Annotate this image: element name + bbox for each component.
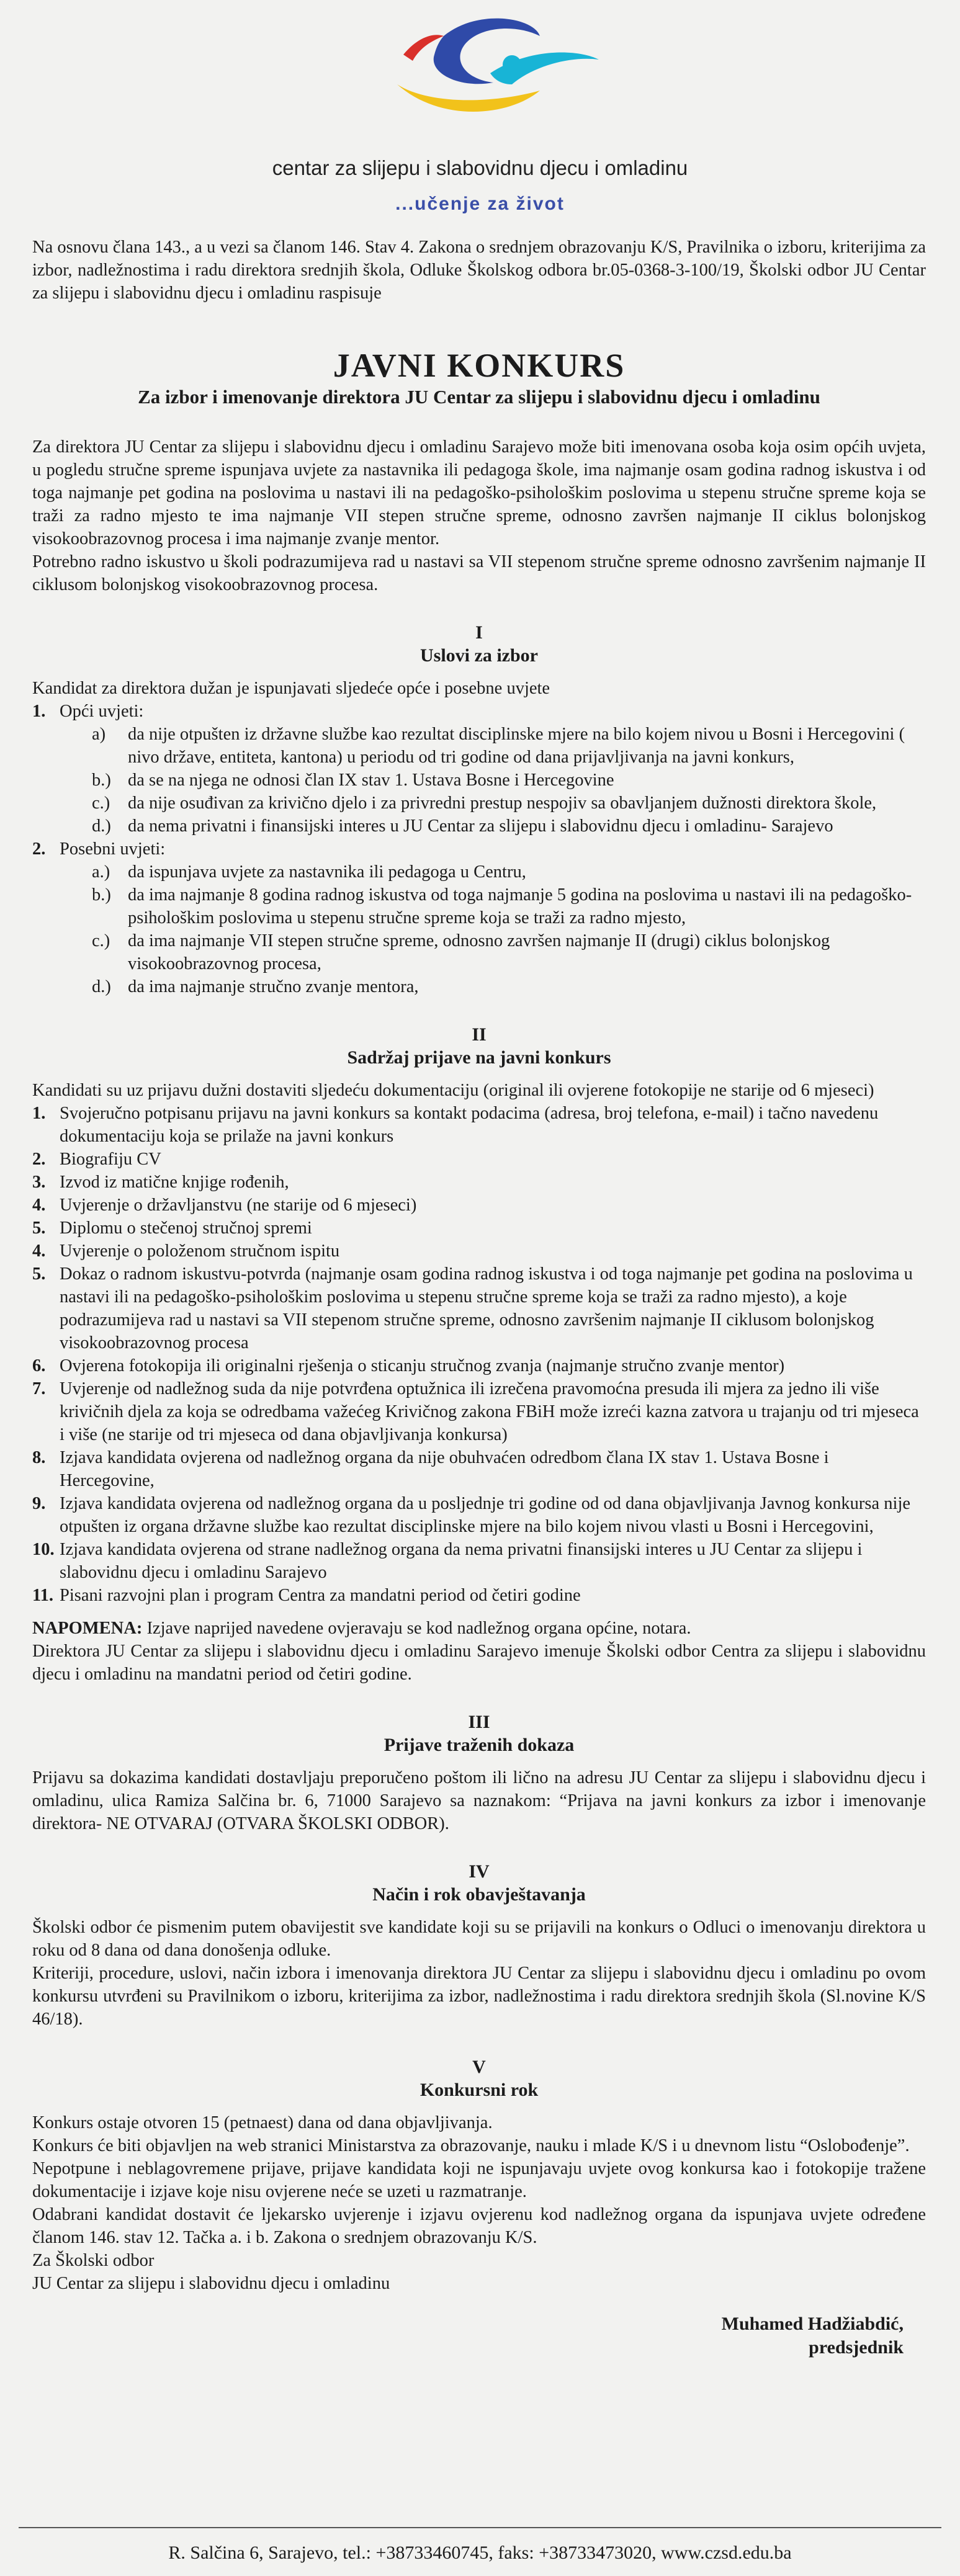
list-number: 2. (32, 839, 46, 859)
intro-paragraph: Na osnovu člana 143., a u vezi sa članom 146. Stav 4. Zakona o srednjem obrazovanju K/S, Pravilnika o izboru, kriterijima za izbor, nadležnostima i radu direktora srednjih škola, Odluke Školskog odbora br.05-0368-3-100/19, Školski odbor JU Centar za slijepu i slabovidnu djecu i omladinu raspisuje (32, 238, 926, 303)
list-item: b.) da ima najmanje 8 godina radnog iskustva od toga najmanje 5 godina na poslovima u nastavi ili na pedagoško-psihološkim poslovima u stepenu stručne spreme koja se traži za radno mjesto, (92, 885, 912, 928)
list-item: 5. Dokaz o radnom iskustvu-potvrda (najmanje osam godina radnog iskustva i od toga najmanje pet godina na poslovima u nastavi ili na pedagoško-psihološkim poslovima u stepenu stručne spreme koja se traži za radno mjesto), a koje podrazumijeva rad u nastavi sa VII stepenom stručne spreme, odnosno završenim najmanje II ciklusom bolonjskog visokoobrazovnog procesa (32, 1264, 913, 1353)
organization-slogan: ...učenje za život (395, 194, 565, 214)
preamble-paragraph-1: Za direktora JU Centar za slijepu i slabovidnu djecu i omladinu Sarajevo može biti imenovana osoba koja osim općih uvjeta, u pogledu stručne spreme ispunjava uvjete za nastavnika ili pedagoga škole, ima najmanje osam godina radnog iskustva i od toga najmanje pet godina na poslovima u nastavi ili na pedagoško-psihološkim poslovima u stepenu stručne spreme koja se traži za radno mjesto te ima najmanje VII stepen stručne spreme, odnosno završen najmanje II ciklus bolonjskog visokoobrazovnog procesa i ima najmanje zvanje mentor. (32, 437, 926, 548)
section-1-number: I (475, 622, 483, 643)
general-conditions (32, 700, 926, 838)
list-item: 4. Uvjerenje o položenom stručnom ispitu (32, 1241, 340, 1261)
list-item: 11. Pisani razvojni plan i program Centra za mandatni period od četiri godine (32, 1586, 581, 1605)
list-item: a.) da ispunjava uvjete za nastavnika ili pedagoga u Centru, (92, 862, 526, 882)
list-item: b.) da se na njega ne odnosi član IX stav 1. Ustava Bosne i Hercegovine (92, 771, 614, 790)
section-5-title: Konkursni rok (419, 2080, 539, 2100)
footer-contact: R. Salčina 6, Sarajevo, tel.: +38733460745, faks: +38733473020, www.czsd.edu.ba (168, 2542, 792, 2563)
signature-block (32, 2312, 926, 2359)
section-3-number: III (468, 1712, 490, 1732)
section-4-number: IV (469, 1861, 490, 1882)
general-conditions-label: Opći uvjeti: (60, 702, 144, 721)
signatory-name: Muhamed Hadžiabdić, (721, 2314, 904, 2334)
list-item: c.) da nije osuđivan za krivično djelo i za privredni prestup nespojiv sa obavljanjem dužnosti direktora škole, (92, 794, 877, 813)
list-item: 6. Ovjerena fotokopija ili originalni rješenja o sticanju stručnog zvanja (najmanje stručno zvanje mentor) (32, 1356, 785, 1375)
section-3-text: Prijavu sa dokazima kandidati dostavljaju preporučeno poštom ili lično na adresu JU Centar za slijepu i slabovidnu djecu i omladinu, ulica Ramiza Salčina br. 6, 71000 Sarajevo sa naznakom: “Prijava na javni konkurs za izbor i imenovanje direktora- NE OTVARAJ (OTVARA ŠKOLSKI ODBOR). (32, 1768, 926, 1833)
list-item: d.) da nema privatni i finansijski interes u JU Centar za slijepu i slabovidnu djecu i omladinu- Sarajevo (92, 816, 833, 836)
list-item: 1. Svojeručno potpisanu prijavu na javni konkurs sa kontakt podacima (adresa, broj telefona, e-mail) i tačno navedenu dokumentaciju koja se prilaže na javni konkurs (32, 1104, 879, 1146)
section-5-line: Za Školski odbor (32, 2251, 155, 2270)
list-item: 10. Izjava kandidata ovjerena od strane nadležnog organa da nema privatni finansijski interes u JU Centar za slijepu i slabovidnu djecu i omladinu Sarajevo (32, 1540, 863, 1582)
note-paragraph (32, 1617, 926, 1640)
list-item: c.) da ima najmanje VII stepen stručne spreme, odnosno završen najmanje II (drugi) ciklus bolonjskog visokoobrazovnog procesa, (92, 931, 830, 973)
document-subtitle: Za izbor i imenovanje direktora JU Centar za slijepu i slabovidnu djecu i omladinu (138, 386, 820, 408)
note-text: Izjave naprijed navedene ovjeravaju se kod nadležnog organa općine, notara. (146, 1619, 691, 1638)
list-item: 8. Izjava kandidata ovjerena od nadležnog organa da nije obuhvaćen odredbom člana IX stav 1. Ustava Bosne i Hercegovine, (32, 1448, 829, 1490)
main-content (32, 236, 926, 2359)
section-2-title: Sadržaj prijave na javni konkurs (347, 1047, 611, 1068)
section-4-text-2: Kriteriji, procedure, uslovi, način izbora i imenovanja direktora JU Centar za slijepu i slabovidnu djecu i omladinu po ovom konkursu utvrđeni su Pravilnikom o izboru, kriterijima za izbor, nadležnostima i radu direktora srednjih škola (Sl.novine K/S 46/18). (32, 1964, 926, 2029)
special-conditions-list (60, 861, 926, 998)
section-3-title: Prijave traženih dokaza (384, 1735, 575, 1755)
list-item: 2. Biografiju CV (32, 1150, 161, 1169)
special-conditions-label: Posebni uvjeti: (60, 839, 166, 859)
conditions-list (32, 700, 926, 998)
preamble-paragraph-2: Potrebno radno iskustvo u školi podrazumijeva rad u nastavi sa VII stepenom stručne spreme odnosno završenim najmanje II ciklusom bolonjskog visokoobrazovnog procesa. (32, 552, 926, 594)
list-item: 5. Diplomu o stečenoj stručnoj spremi (32, 1219, 312, 1238)
list-number: 1. (32, 702, 46, 721)
list-item: 9. Izjava kandidata ovjerena od nadležnog organa da u posljednje tri godine od od dana objavljivanja Javnog konkursa nije otpušten iz organa državne službe kao rezultat disciplinske mjere na bilo kojem nivou vlasti u Bosni i Hercegovini, (32, 1494, 911, 1536)
organization-logo (385, 11, 608, 129)
list-item: 7. Uvjerenje od nadležnog suda da nije potvrđena optužnica ili izrečena pravomoćna presuda ili mjera za jedno ili više krivičnih djela za koja se odredbama važećeg Krivičnog zakona FBiH može izreći kazna zatvora u trajanju od tri mjeseca i više (ne starije od tri mjeseca od dana objavljivanja konkursa) (32, 1379, 919, 1444)
section-2-lead: Kandidati su uz prijavu dužni dostaviti sljedeću dokumentaciju (original ili ovjerene fotokopije ne starije od 6 mjeseci) (32, 1081, 874, 1100)
general-conditions-list (60, 723, 926, 838)
section-5-line: Konkurs ostaje otvoren 15 (petnaest) dana od dana objavljivanja. (32, 2113, 493, 2132)
section-1-title: Uslovi za izbor (420, 645, 538, 666)
section-4-text-1: Školski odbor će pismenim putem obavijestit sve kandidate koji su se prijavili na konkurs o Odluci o imenovanju direktora u roku od 8 dana od dana donošenja odluke. (32, 1918, 926, 1960)
section-5-line: Odabrani kandidat dostavit će ljekarsko uvjerenje i izjavu ovjerenu kod nadležnog organa da ispunjava uvjete određene članom 146. stav 12. Tačka a. i b. Zakona o srednjem obrazovanju K/S. (32, 2205, 926, 2247)
note-label: NAPOMENA: (32, 1619, 143, 1638)
list-item: a) da nije otpušten iz državne službe kao rezultat disciplinske mjere na bilo kojem nivou u Bosni i Hercegovini ( nivo države, entiteta, kantona) u periodu od tri godine od dana prijavljivanja na javni konkurs, (92, 725, 905, 767)
section-2-number: II (472, 1024, 487, 1045)
documents-list (32, 1102, 926, 1607)
list-item: d.) da ima najmanje stručno zvanje mentora, (92, 977, 419, 996)
section-5-line: JU Centar za slijepu i slabovidnu djecu i omladinu (32, 2274, 390, 2293)
special-conditions (32, 838, 926, 998)
document-title: JAVNI KONKURS (333, 347, 626, 384)
section-5-line: Konkurs će biti objavljen na web stranici Ministarstva za obrazovanje, nauku i mlade K/S i u dnevnom listu “Oslobođenje”. (32, 2136, 910, 2155)
list-item: 4. Uvjerenje o državljanstvu (ne starije od 6 mjeseci) (32, 1196, 417, 1215)
section-5-line: Nepotpune i neblagovremene prijave, prijave kandidata koji ne ispunjavaju uvjete ovog konkursa kao i fotokopije tražene dokumentacije i izjave koje nisu ovjerene neće se uzeti u razmatranje. (32, 2159, 926, 2201)
section-4-title: Način i rok obavještavanja (372, 1884, 586, 1905)
section-1-lead: Kandidat za direktora dužan je ispunjavati sljedeće opće i posebne uvjete (32, 679, 550, 698)
logo-graphic (385, 11, 608, 129)
organization-name: centar za slijepu i slabovidnu djecu i omladinu (272, 156, 688, 179)
section-5-number: V (472, 2057, 486, 2077)
signatory-role: predsjednik (809, 2337, 904, 2358)
footer-divider (19, 2527, 941, 2528)
list-item: 3. Izvod iz matične knjige rođenih, (32, 1173, 289, 1192)
note-paragraph-2: Direktora JU Centar za slijepu i slabovidnu djecu i omladinu Sarajevo imenuje Školski odbor Centra za slijepu i slabovidnu djecu i omladinu na mandatni period od četiri godine. (32, 1642, 926, 1684)
